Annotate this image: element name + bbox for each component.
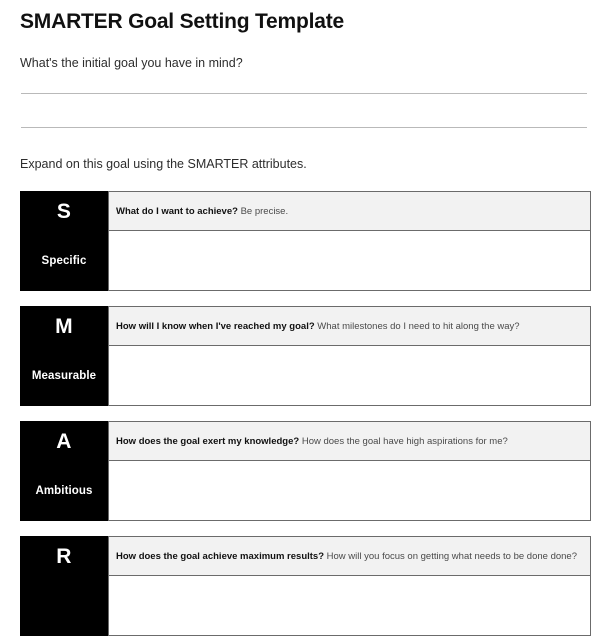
attribute-row-specific [20,191,591,291]
attribute-body [108,191,591,291]
attribute-row-results [20,536,591,636]
attribute-question: What do I want to achieve? [116,205,238,217]
attribute-hint: How does the goal have high aspirations for me? [299,435,508,447]
initial-goal-write-in-area [20,72,590,128]
attribute-word: Specific [41,255,87,267]
attribute-row-measurable [20,306,591,406]
attribute-letter: M [55,315,73,338]
attribute-word: Measurable [31,370,97,382]
attribute-prompt-bar [108,421,591,461]
attribute-question: How does the goal achieve maximum results? [116,550,325,562]
attribute-answer-field[interactable] [108,576,591,636]
attribute-hint: How will you focus on getting what needs to be done done? [324,550,577,562]
attribute-letter: R [56,545,72,568]
attribute-prompt-text [116,550,577,563]
expand-instruction: Expand on this goal using the SMARTER attributes. [20,157,307,171]
attribute-question: How will I know when I've reached my goal? [116,320,315,332]
attribute-badge-results [20,536,108,636]
initial-goal-prompt: What's the initial goal you have in mind? [20,56,243,70]
attribute-badge-ambitious [20,421,108,521]
attribute-letter: S [56,200,72,223]
attribute-prompt-bar [108,536,591,576]
smarter-attribute-list [20,173,590,636]
attribute-prompt-text [116,205,288,218]
attribute-prompt-bar [108,306,591,346]
attribute-badge-measurable [20,306,108,406]
attribute-word: Ambitious [35,485,93,497]
attribute-answer-field[interactable] [108,461,591,521]
initial-goal-line-1[interactable] [21,93,587,94]
attribute-prompt-bar [108,191,591,231]
attribute-hint: What milestones do I need to hit along the way? [314,320,520,332]
attribute-body [108,536,591,636]
attribute-badge-specific [20,191,108,291]
page-title: SMARTER Goal Setting Template [20,10,345,33]
attribute-body [108,306,591,406]
attribute-answer-field[interactable] [108,231,591,291]
attribute-prompt-text [116,320,520,333]
attribute-hint: Be precise. [237,205,289,217]
attribute-answer-field[interactable] [108,346,591,406]
attribute-body [108,421,591,521]
attribute-letter: A [56,430,72,453]
attribute-row-ambitious [20,421,591,521]
attribute-prompt-text [116,435,508,448]
attribute-question: How does the goal exert my knowledge? [116,435,300,447]
